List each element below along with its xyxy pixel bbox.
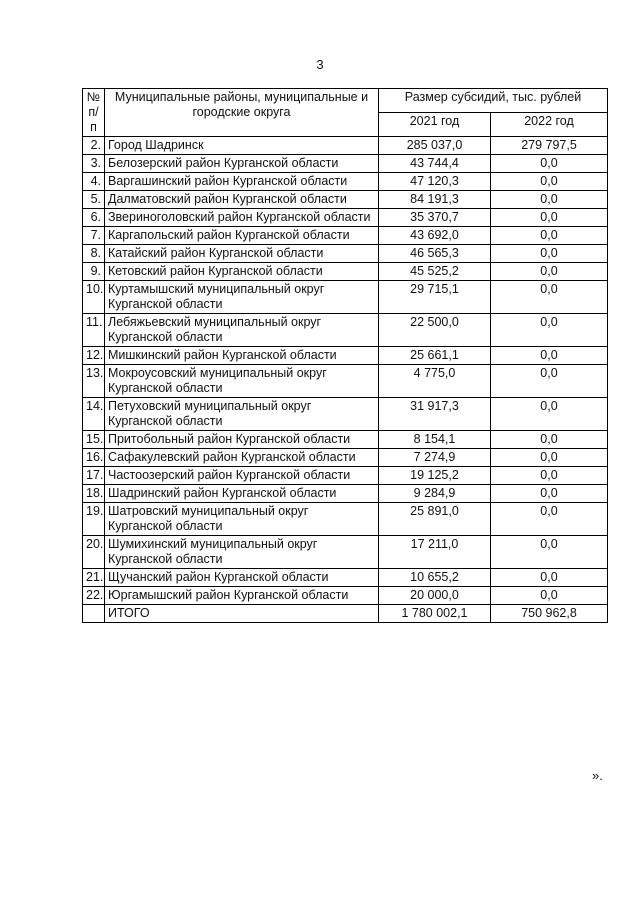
row-name: Куртамышский муниципальный округ Курганской области xyxy=(105,281,379,314)
total-row xyxy=(83,605,608,623)
value-2022: 0,0 xyxy=(491,245,608,263)
row-number: 9. xyxy=(83,263,105,281)
value-2022: 0,0 xyxy=(491,569,608,587)
table-row xyxy=(83,209,608,227)
value-2022: 0,0 xyxy=(491,365,608,398)
value-2022: 0,0 xyxy=(491,263,608,281)
row-number: 22. xyxy=(83,587,105,605)
row-number: 20. xyxy=(83,536,105,569)
row-name: Катайский район Курганской области xyxy=(105,245,379,263)
table-row xyxy=(83,398,608,431)
value-2021: 47 120,3 xyxy=(379,173,491,191)
table-row xyxy=(83,431,608,449)
closing-quote: ». xyxy=(592,768,603,783)
row-number: 2. xyxy=(83,137,105,155)
page-number: 3 xyxy=(316,57,324,72)
row-name: Петуховский муниципальный округ Курганской области xyxy=(105,398,379,431)
row-number: 13. xyxy=(83,365,105,398)
value-2022: 0,0 xyxy=(491,536,608,569)
row-number: 5. xyxy=(83,191,105,209)
row-number: 19. xyxy=(83,503,105,536)
row-name: Далматовский район Курганской области xyxy=(105,191,379,209)
table-row xyxy=(83,347,608,365)
value-2021: 29 715,1 xyxy=(379,281,491,314)
value-2022: 0,0 xyxy=(491,449,608,467)
value-2022: 0,0 xyxy=(491,191,608,209)
value-2021: 84 191,3 xyxy=(379,191,491,209)
value-2021: 46 565,3 xyxy=(379,245,491,263)
table-row xyxy=(83,485,608,503)
value-2021: 20 000,0 xyxy=(379,587,491,605)
value-2021: 25 661,1 xyxy=(379,347,491,365)
value-2022: 0,0 xyxy=(491,281,608,314)
row-name: Шадринский район Курганской области xyxy=(105,485,379,503)
table-row xyxy=(83,245,608,263)
value-2022: 0,0 xyxy=(491,155,608,173)
row-name: Мокроусовский муниципальный округ Курганской области xyxy=(105,365,379,398)
value-2021: 7 274,9 xyxy=(379,449,491,467)
value-2021: 25 891,0 xyxy=(379,503,491,536)
value-2021: 35 370,7 xyxy=(379,209,491,227)
table-row xyxy=(83,155,608,173)
table-row xyxy=(83,467,608,485)
value-2021: 31 917,3 xyxy=(379,398,491,431)
row-name: Мишкинский район Курганской области xyxy=(105,347,379,365)
table-row xyxy=(83,569,608,587)
table-row xyxy=(83,137,608,155)
value-2021: 9 284,9 xyxy=(379,485,491,503)
header-year-2022: 2022 год xyxy=(491,113,608,137)
row-number: 12. xyxy=(83,347,105,365)
row-name: Сафакулевский район Курганской области xyxy=(105,449,379,467)
row-name: Притобольный район Курганской области xyxy=(105,431,379,449)
value-2021: 45 525,2 xyxy=(379,263,491,281)
row-number: 11. xyxy=(83,314,105,347)
value-2022: 0,0 xyxy=(491,503,608,536)
row-name: Белозерский район Курганской области xyxy=(105,155,379,173)
row-name: Кетовский район Курганской области xyxy=(105,263,379,281)
value-2021: 4 775,0 xyxy=(379,365,491,398)
value-2022: 0,0 xyxy=(491,347,608,365)
row-number: 21. xyxy=(83,569,105,587)
table-row xyxy=(83,227,608,245)
header-year-2021: 2021 год xyxy=(379,113,491,137)
row-number: 17. xyxy=(83,467,105,485)
table-row xyxy=(83,449,608,467)
row-name: Каргапольский район Курганской области xyxy=(105,227,379,245)
row-name: Звериноголовский район Курганской области xyxy=(105,209,379,227)
value-2022: 0,0 xyxy=(491,314,608,347)
row-name: Частоозерский район Курганской области xyxy=(105,467,379,485)
row-name: Лебяжьевский муниципальный округ Курганской области xyxy=(105,314,379,347)
table-row xyxy=(83,365,608,398)
row-number: 10. xyxy=(83,281,105,314)
row-name: Шатровский муниципальный округ Курганской области xyxy=(105,503,379,536)
table-row xyxy=(83,587,608,605)
value-2021: 1 780 002,1 xyxy=(379,605,491,623)
value-2021: 19 125,2 xyxy=(379,467,491,485)
value-2022: 0,0 xyxy=(491,398,608,431)
subsidies-table xyxy=(82,88,608,623)
header-name: Муниципальные районы, муниципальные и городские округа xyxy=(105,89,379,137)
row-name: ИТОГО xyxy=(105,605,379,623)
row-number: 7. xyxy=(83,227,105,245)
value-2021: 8 154,1 xyxy=(379,431,491,449)
value-2021: 285 037,0 xyxy=(379,137,491,155)
value-2022: 750 962,8 xyxy=(491,605,608,623)
value-2021: 10 655,2 xyxy=(379,569,491,587)
row-number: 15. xyxy=(83,431,105,449)
table-row xyxy=(83,263,608,281)
value-2022: 0,0 xyxy=(491,431,608,449)
value-2022: 0,0 xyxy=(491,227,608,245)
value-2021: 17 211,0 xyxy=(379,536,491,569)
value-2021: 22 500,0 xyxy=(379,314,491,347)
row-number xyxy=(83,605,105,623)
row-number: 3. xyxy=(83,155,105,173)
value-2022: 0,0 xyxy=(491,467,608,485)
row-number: 14. xyxy=(83,398,105,431)
header-num: № п/п xyxy=(83,89,105,137)
table-row xyxy=(83,173,608,191)
value-2022: 0,0 xyxy=(491,209,608,227)
header-subsidy-size: Размер субсидий, тыс. рублей xyxy=(379,89,608,113)
value-2022: 0,0 xyxy=(491,173,608,191)
row-number: 18. xyxy=(83,485,105,503)
table-row xyxy=(83,536,608,569)
row-number: 6. xyxy=(83,209,105,227)
value-2022: 0,0 xyxy=(491,587,608,605)
table-row xyxy=(83,281,608,314)
row-number: 4. xyxy=(83,173,105,191)
value-2021: 43 744,4 xyxy=(379,155,491,173)
row-name: Город Шадринск xyxy=(105,137,379,155)
row-name: Шумихинский муниципальный округ Курганской области xyxy=(105,536,379,569)
value-2022: 279 797,5 xyxy=(491,137,608,155)
row-name: Юргамышский район Курганской области xyxy=(105,587,379,605)
row-name: Варгашинский район Курганской области xyxy=(105,173,379,191)
row-number: 16. xyxy=(83,449,105,467)
table-row xyxy=(83,503,608,536)
value-2021: 43 692,0 xyxy=(379,227,491,245)
row-name: Щучанский район Курганской области xyxy=(105,569,379,587)
value-2022: 0,0 xyxy=(491,485,608,503)
table-row xyxy=(83,191,608,209)
row-number: 8. xyxy=(83,245,105,263)
table-row xyxy=(83,314,608,347)
table-body xyxy=(83,137,608,623)
